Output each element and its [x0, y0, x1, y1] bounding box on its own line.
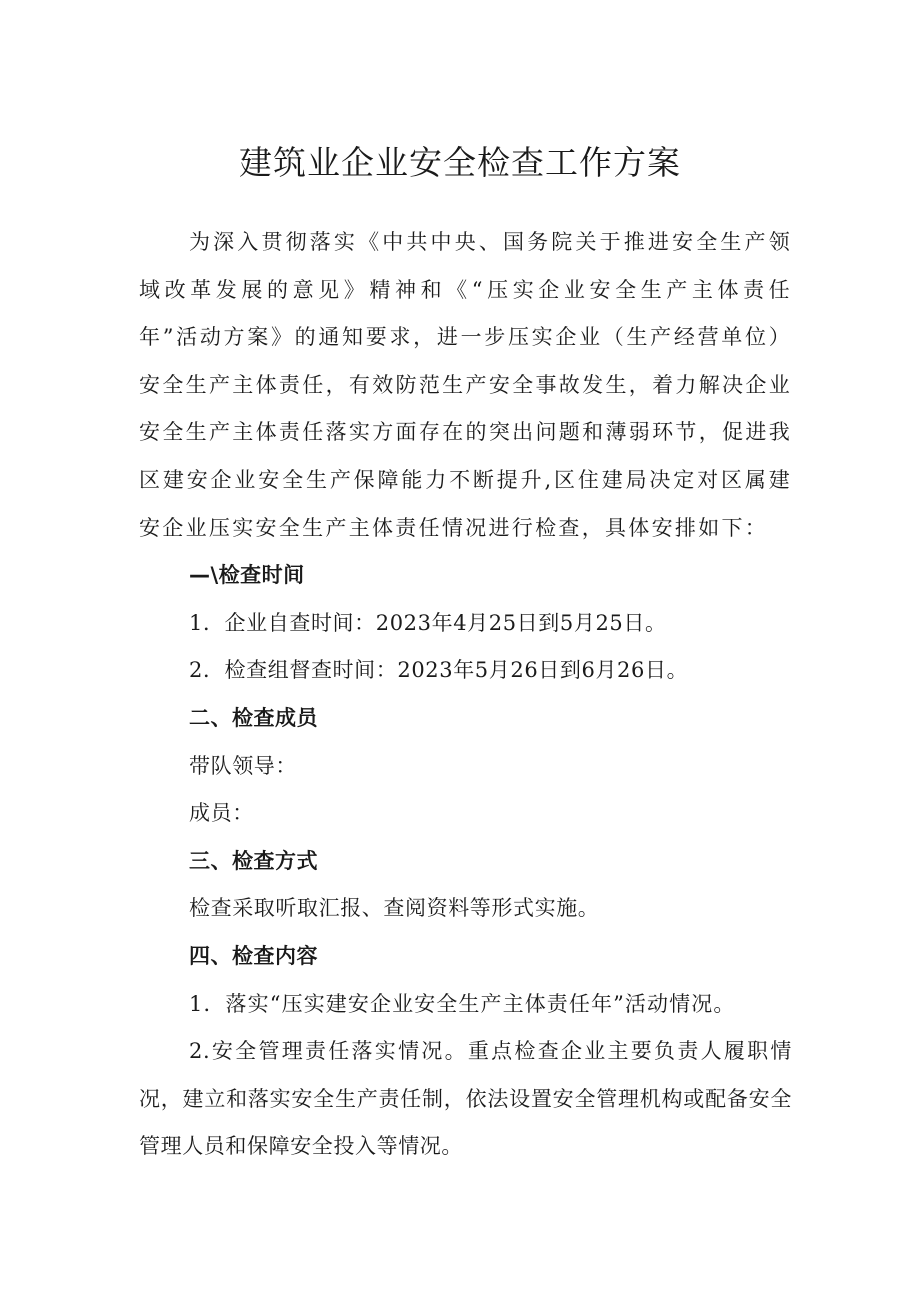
supervision-time-line: 2．检查组督查时间：2023年5月26日到6月26日。	[189, 658, 689, 683]
method-line: 检查采取听取汇报、查阅资料等形式实施。	[189, 896, 600, 921]
content-item-1: 1．落实“压实建安企业安全生产主体责任年”活动情况。	[189, 991, 736, 1016]
intro-paragraph: 为深入贯彻落实《中共中央、国务院关于推进安全生产领域改革发展的意见》精神和《“压实企业安全生产主体责任年”活动方案》的通知要求，进一步压实企业（生产经营单位）安全生产主体责任，有效防范生产安全事故发生，着力解决企业安全生产主体责任落实方面存在的突出问题和薄弱环节，促进我区建安企业安全生产保障能力不断提升,区住建局决定对区属建安企业压实安全生产主体责任情况进行检查，具体安排如下：	[139, 230, 792, 540]
document-title: 建筑业企业安全检查工作方案	[239, 143, 681, 182]
self-check-time-line: 1．企业自查时间：2023年4月25日到5月25日。	[189, 610, 667, 635]
members-line: 成员：	[189, 801, 254, 826]
section-heading-members: 二、检查成员	[189, 705, 318, 730]
content-item-2: 2.安全管理责任落实情况。重点检查企业主要负责人履职情况，建立和落实安全生产责任制，依法设置安全管理机构或配备安全管理人员和保障安全投入等情况。	[139, 1039, 792, 1159]
section-heading-content: 四、检查内容	[189, 943, 318, 968]
section-heading-method: 三、检查方式	[189, 848, 318, 873]
team-leader-line: 带队领导：	[189, 753, 297, 778]
document-body	[139, 219, 792, 1171]
section-heading-time: —\检查时间	[189, 563, 305, 588]
